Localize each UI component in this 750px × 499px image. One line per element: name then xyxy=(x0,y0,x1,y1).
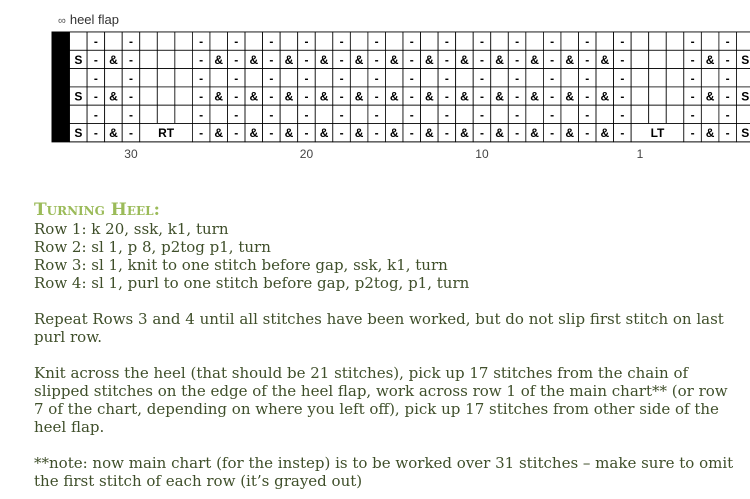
chart-symbol: & xyxy=(389,52,399,67)
chart-symbol: - xyxy=(620,52,625,67)
chart-symbol: - xyxy=(339,34,344,49)
row-4-instruction: Row 4: sl 1, purl to one stitch before gap, p2tog, p1, turn xyxy=(34,274,470,292)
chart-symbol: & xyxy=(214,52,224,67)
chart-cell xyxy=(245,69,263,87)
chart-cell xyxy=(456,69,474,87)
chart-symbol: - xyxy=(444,34,449,49)
chart-symbol: - xyxy=(128,52,133,67)
chart-symbol: S xyxy=(74,52,83,67)
chart-symbol: - xyxy=(269,89,274,104)
chart-symbol: - xyxy=(269,107,274,122)
chart-cell xyxy=(315,32,333,50)
chart-cell xyxy=(157,50,175,68)
chart-symbol: - xyxy=(339,52,344,67)
chart-symbol: - xyxy=(128,89,133,104)
chart-symbol: - xyxy=(199,71,204,86)
chart-symbol: - xyxy=(409,126,414,141)
chart-cell xyxy=(140,50,158,68)
chart-cell xyxy=(631,69,649,87)
chart-symbol: - xyxy=(690,89,695,104)
chart-symbol: & xyxy=(354,126,364,141)
chart-symbol: - xyxy=(550,107,555,122)
chart-symbol: - xyxy=(234,126,239,141)
chart-symbol: & xyxy=(354,89,364,104)
chart-symbol: & xyxy=(705,126,715,141)
chart-symbol: - xyxy=(199,52,204,67)
chart-cell xyxy=(385,69,403,87)
chart-symbol: - xyxy=(234,52,239,67)
chart-symbol: - xyxy=(690,52,695,67)
chart-symbol: S xyxy=(741,52,750,67)
chart-symbol: S xyxy=(741,126,750,141)
chart-symbol: S xyxy=(74,89,83,104)
chart-cell xyxy=(105,105,123,123)
chart-symbol: - xyxy=(444,71,449,86)
chart-symbol: & xyxy=(214,126,224,141)
heel-flap-chart xyxy=(0,0,750,175)
chart-cell xyxy=(70,105,88,123)
chart-cell xyxy=(140,105,158,123)
chart-cell xyxy=(245,32,263,50)
chart-cell xyxy=(421,69,439,87)
chart-symbol: - xyxy=(479,107,484,122)
row-3-instruction: Row 3: sl 1, knit to one stitch before gap, ssk, k1, turn xyxy=(34,256,448,274)
chart-symbol: - xyxy=(199,34,204,49)
chart-title-text: heel flap xyxy=(69,12,119,27)
chart-symbol: - xyxy=(620,89,625,104)
chart-symbol: & xyxy=(600,52,610,67)
chart-symbol: - xyxy=(620,126,625,141)
chart-cell xyxy=(350,105,368,123)
chart-symbol: - xyxy=(269,71,274,86)
chart-symbol: - xyxy=(725,89,730,104)
chart-cell xyxy=(280,69,298,87)
chart-symbol: & xyxy=(705,52,715,67)
chart-symbol: & xyxy=(530,89,539,104)
chart-symbol: & xyxy=(249,52,259,67)
chart-cell xyxy=(175,87,193,105)
chart-symbol: - xyxy=(304,34,309,49)
chart-cell xyxy=(491,69,509,87)
chart-symbol: S xyxy=(74,126,83,141)
chart-cell xyxy=(736,69,750,87)
chart-symbol: & xyxy=(389,126,399,141)
chart-cell xyxy=(596,32,614,50)
chart-cell xyxy=(701,105,719,123)
chart-symbol: - xyxy=(444,89,449,104)
chart-symbol: - xyxy=(339,126,344,141)
row-2-instruction: Row 2: sl 1, p 8, p2tog p1, turn xyxy=(34,238,271,256)
chart-cell xyxy=(70,32,88,50)
chart-symbol: & xyxy=(460,52,469,67)
chart-symbol: & xyxy=(319,52,329,67)
chart-cell xyxy=(350,32,368,50)
chart-column-label: 30 xyxy=(124,146,138,161)
chart-cell xyxy=(649,87,667,105)
chart-symbol: - xyxy=(550,52,555,67)
chart-symbol: - xyxy=(515,34,520,49)
chart-cell xyxy=(175,32,193,50)
chart-symbol: - xyxy=(409,34,414,49)
chart-cell xyxy=(631,105,649,123)
chart-cell xyxy=(421,105,439,123)
chart-symbol: - xyxy=(550,71,555,86)
chart-symbol: - xyxy=(93,52,98,67)
chart-symbol: - xyxy=(515,52,520,67)
chart-symbol: & xyxy=(354,52,364,67)
chart-symbol: - xyxy=(93,89,98,104)
chart-cell xyxy=(210,32,228,50)
chart-cell xyxy=(736,105,750,123)
chart-cell xyxy=(649,69,667,87)
chart-symbol: - xyxy=(409,89,414,104)
chart-symbol: & xyxy=(319,89,329,104)
chart-symbol: - xyxy=(479,126,484,141)
chart-symbol: - xyxy=(585,52,590,67)
chart-symbol: & xyxy=(460,126,469,141)
chart-cell xyxy=(631,87,649,105)
chart-symbol: - xyxy=(515,71,520,86)
chart-symbol: - xyxy=(304,89,309,104)
chart-cell xyxy=(701,69,719,87)
chart-cell xyxy=(666,32,684,50)
chart-symbol: - xyxy=(374,107,379,122)
chart-cell xyxy=(666,87,684,105)
chart-cell xyxy=(491,32,509,50)
chart-symbol: - xyxy=(304,107,309,122)
repeat-paragraph: Repeat Rows 3 and 4 until all stitches have been worked, but do not slip first stitch on last purl row. xyxy=(34,310,724,346)
knit-across-paragraph: Knit across the heel (that should be 21 stitches), pick up 17 stitches from the chain of slipped stitches on the edge of the heel flap, work across row 1 of the main chart** (or row 7 of the chart, depending on where you left off), pick up 17 stitches from other side of the heel flap. xyxy=(34,364,728,436)
chart-symbol: - xyxy=(444,107,449,122)
chart-cell xyxy=(456,105,474,123)
chart-cell xyxy=(649,32,667,50)
chart-symbol: - xyxy=(93,126,98,141)
chart-symbol: - xyxy=(234,107,239,122)
chart-symbol: & xyxy=(249,89,259,104)
chart-symbol: - xyxy=(339,71,344,86)
chart-symbol: & xyxy=(109,89,118,104)
chart-edge-cell xyxy=(52,69,70,87)
chart-symbol: - xyxy=(409,107,414,122)
instructions xyxy=(34,200,734,490)
chart-cell xyxy=(385,105,403,123)
chart-symbol: & xyxy=(424,52,434,67)
chart-symbol: - xyxy=(339,89,344,104)
chart-symbol: - xyxy=(585,107,590,122)
chart-cell xyxy=(561,32,579,50)
chart-cell xyxy=(350,69,368,87)
chart-cell xyxy=(157,105,175,123)
chart-symbol: - xyxy=(199,107,204,122)
chart-edge-cell xyxy=(52,105,70,123)
chart-symbol: & xyxy=(495,52,504,67)
chart-symbol: - xyxy=(585,34,590,49)
chart-symbol: - xyxy=(93,34,98,49)
chart-cell xyxy=(175,50,193,68)
chart-symbol: - xyxy=(374,89,379,104)
chart-symbol: & xyxy=(424,126,434,141)
chart-cell xyxy=(561,105,579,123)
chart-symbol: - xyxy=(479,52,484,67)
chart-symbol: - xyxy=(690,107,695,122)
chart-cell xyxy=(385,32,403,50)
chart-symbol: - xyxy=(409,71,414,86)
chart-cell xyxy=(280,105,298,123)
chart-symbol: - xyxy=(690,126,695,141)
chart-cell xyxy=(140,87,158,105)
chart-cell xyxy=(596,69,614,87)
chart-symbol: - xyxy=(374,126,379,141)
chart-symbol: - xyxy=(374,71,379,86)
chart-symbol: - xyxy=(550,89,555,104)
chart-cell xyxy=(526,69,544,87)
chart-symbol: - xyxy=(725,52,730,67)
chart-column-label: 10 xyxy=(475,146,489,161)
chart-symbol: - xyxy=(620,34,625,49)
chart-symbol: LT xyxy=(650,126,665,141)
chart-edge-cell xyxy=(52,50,70,68)
chart-symbol: - xyxy=(585,89,590,104)
chart-cell xyxy=(140,32,158,50)
chart-symbol: - xyxy=(128,71,133,86)
chart-symbol: - xyxy=(444,52,449,67)
chart-cell xyxy=(70,69,88,87)
chart-symbol: - xyxy=(725,71,730,86)
chart-cell xyxy=(157,32,175,50)
chart-cell xyxy=(631,50,649,68)
chart-symbol: - xyxy=(234,71,239,86)
chart-symbol: RT xyxy=(158,126,175,141)
chart-symbol: & xyxy=(109,126,118,141)
chart-symbol: - xyxy=(269,34,274,49)
turning-heel-heading: Turning Heel: xyxy=(34,200,160,220)
chart-cell xyxy=(561,69,579,87)
chart-symbol: & xyxy=(530,126,539,141)
chart-cell xyxy=(105,69,123,87)
chart-cell xyxy=(736,32,750,50)
chart-symbol: - xyxy=(444,126,449,141)
chart-symbol: - xyxy=(234,89,239,104)
chart-cell xyxy=(315,105,333,123)
chart-cell xyxy=(280,32,298,50)
note-paragraph: **note: now main chart (for the instep) is to be worked over 31 stitches – make sure to omit the first stitch of each row (it’s grayed out) xyxy=(34,454,734,490)
chart-symbol: & xyxy=(530,52,539,67)
chart-symbol: & xyxy=(284,126,294,141)
chart-symbol: S xyxy=(741,89,750,104)
chart-cell xyxy=(666,105,684,123)
chart-symbol: - xyxy=(690,34,695,49)
chart-cell xyxy=(157,69,175,87)
chart-cell xyxy=(210,69,228,87)
chart-symbol: - xyxy=(725,126,730,141)
chart-column-label: 1 xyxy=(636,146,644,161)
chart-symbol: - xyxy=(620,71,625,86)
chart-cell xyxy=(701,32,719,50)
chart-cell xyxy=(175,105,193,123)
chart-symbol: & xyxy=(460,89,469,104)
chart-symbol: - xyxy=(374,52,379,67)
chart-cell xyxy=(210,105,228,123)
chart-symbol: - xyxy=(725,34,730,49)
chart-symbol: & xyxy=(284,52,294,67)
chart-symbol: & xyxy=(424,89,434,104)
chart-cell xyxy=(666,50,684,68)
chart-symbol: - xyxy=(585,126,590,141)
chart-symbol: - xyxy=(234,34,239,49)
chart-cell xyxy=(491,105,509,123)
chart-symbol: - xyxy=(550,126,555,141)
chart-cell xyxy=(140,69,158,87)
chart-cell xyxy=(649,50,667,68)
chart-symbol: & xyxy=(319,126,329,141)
chart-cell xyxy=(666,69,684,87)
chart-symbol: - xyxy=(479,89,484,104)
chart-symbol: - xyxy=(515,107,520,122)
chart-symbol: & xyxy=(214,89,224,104)
chart-symbol: - xyxy=(93,71,98,86)
chart-symbol: - xyxy=(199,89,204,104)
chart-cell xyxy=(526,32,544,50)
chart-symbol: - xyxy=(304,71,309,86)
chart-symbol: & xyxy=(249,126,259,141)
chart-symbol: & xyxy=(284,89,294,104)
chart-symbol: - xyxy=(374,34,379,49)
chart-cell xyxy=(245,105,263,123)
chart-edge-cell xyxy=(52,87,70,105)
chart-cell xyxy=(315,69,333,87)
chart-symbol: & xyxy=(705,89,715,104)
chart-symbol: & xyxy=(565,52,575,67)
chart-symbol: - xyxy=(128,126,133,141)
infinity-loop-icon: ∞ xyxy=(58,15,66,27)
chart-symbol: - xyxy=(339,107,344,122)
chart-symbol: - xyxy=(585,71,590,86)
chart-symbol: & xyxy=(600,126,610,141)
chart-symbol: & xyxy=(389,89,399,104)
chart-symbol: - xyxy=(550,34,555,49)
chart-symbol: & xyxy=(495,126,504,141)
chart-cell xyxy=(105,32,123,50)
chart-symbol: - xyxy=(128,34,133,49)
chart-symbol: - xyxy=(479,71,484,86)
chart-symbol: - xyxy=(304,52,309,67)
chart-edge-cell xyxy=(52,124,70,142)
chart-symbol: - xyxy=(128,107,133,122)
chart-cell xyxy=(596,105,614,123)
chart-symbol: - xyxy=(515,89,520,104)
chart-symbol: & xyxy=(495,89,504,104)
chart-symbol: & xyxy=(565,126,575,141)
chart-cell xyxy=(631,32,649,50)
chart-symbol: - xyxy=(304,126,309,141)
chart-symbol: - xyxy=(725,107,730,122)
chart-symbol: - xyxy=(409,52,414,67)
row-1-instruction: Row 1: k 20, ssk, k1, turn xyxy=(34,220,229,238)
chart-cell xyxy=(421,32,439,50)
chart-symbol: - xyxy=(269,126,274,141)
chart-symbol: & xyxy=(565,89,575,104)
chart-cell xyxy=(175,69,193,87)
chart-cell xyxy=(649,105,667,123)
chart-symbol: - xyxy=(269,52,274,67)
chart-symbol: - xyxy=(620,107,625,122)
chart-edge-cell xyxy=(52,32,70,50)
chart-symbol: & xyxy=(600,89,610,104)
chart-column-label: 20 xyxy=(299,146,314,161)
chart-cell xyxy=(526,105,544,123)
chart-symbol: - xyxy=(93,107,98,122)
chart-symbol: - xyxy=(515,126,520,141)
chart-symbol: - xyxy=(690,71,695,86)
chart-symbol: - xyxy=(479,34,484,49)
chart-cell xyxy=(157,87,175,105)
chart-cell xyxy=(456,32,474,50)
chart-symbol: - xyxy=(199,126,204,141)
chart-symbol: & xyxy=(109,52,118,67)
